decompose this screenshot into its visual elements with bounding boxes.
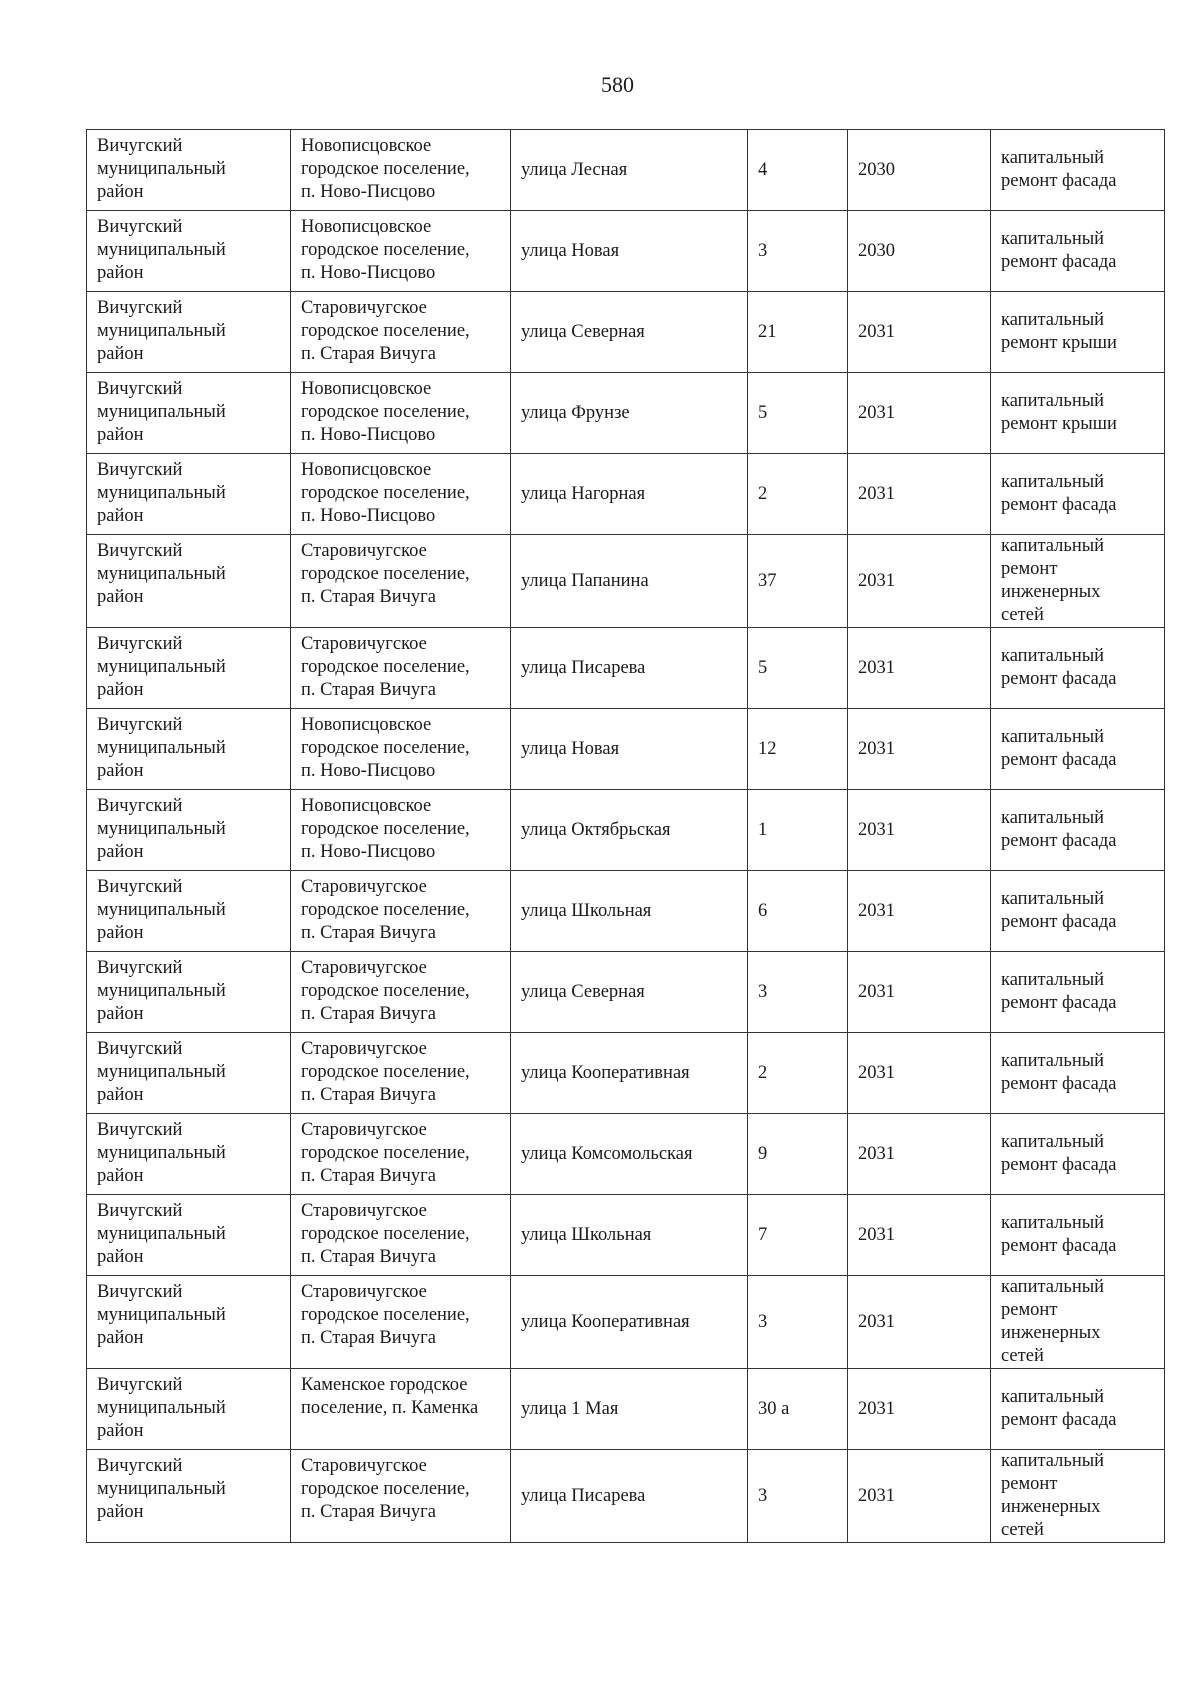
settlement-cell-line: п. Старая Вичуга xyxy=(301,587,436,607)
district-cell-line: Вичугский xyxy=(97,136,183,156)
district-cell-line: Вичугский xyxy=(97,958,183,978)
district-cell-line: муниципальный xyxy=(97,1479,226,1499)
district-cell-line: район xyxy=(97,680,144,700)
district-cell-line: муниципальный xyxy=(97,321,226,341)
table-row xyxy=(87,790,1165,871)
house-number-cell: 1 xyxy=(748,790,848,871)
work-type-cell-line: капитальный xyxy=(1001,970,1105,990)
district-cell-line: муниципальный xyxy=(97,1062,226,1082)
work-type-cell-line: ремонт фасада xyxy=(1001,252,1117,272)
district-cell-line: муниципальный xyxy=(97,159,226,179)
work-type-cell-line: инженерных xyxy=(1001,582,1101,602)
settlement-cell-line: Каменское городское xyxy=(301,1375,468,1395)
work-type-cell-line: инженерных xyxy=(1001,1323,1101,1343)
district-cell-line: район xyxy=(97,1085,144,1105)
work-type-cell-line: ремонт фасада xyxy=(1001,1074,1117,1094)
district-cell-line: Вичугский xyxy=(97,796,183,816)
district-cell-line: район xyxy=(97,587,144,607)
settlement-cell-line: Новописцовское xyxy=(301,217,432,237)
house-number-cell: 3 xyxy=(748,1450,848,1543)
district-cell xyxy=(87,709,291,790)
house-number-cell: 5 xyxy=(748,628,848,709)
house-number-cell: 6 xyxy=(748,871,848,952)
settlement-cell-line: п. Ново-Писцово xyxy=(301,182,436,202)
work-type-cell xyxy=(991,790,1165,871)
settlement-cell-line: Новописцовское xyxy=(301,379,432,399)
year-cell: 2031 xyxy=(848,1369,991,1450)
settlement-cell-line: Новописцовское xyxy=(301,136,432,156)
year-cell: 2031 xyxy=(848,1114,991,1195)
district-cell-line: муниципальный xyxy=(97,981,226,1001)
settlement-cell-line: Старовичугское xyxy=(301,1201,427,1221)
district-cell xyxy=(87,1369,291,1450)
settlement-cell xyxy=(291,628,511,709)
district-cell xyxy=(87,1114,291,1195)
settlement-cell-line: городское поселение, xyxy=(301,1143,470,1163)
house-number-cell: 5 xyxy=(748,373,848,454)
settlement-cell-line: п. Старая Вичуга xyxy=(301,1004,436,1024)
work-type-cell-line: ремонт фасада xyxy=(1001,912,1117,932)
year-cell: 2031 xyxy=(848,628,991,709)
street-cell: улица Северная xyxy=(511,292,748,373)
work-type-cell xyxy=(991,211,1165,292)
district-cell-line: муниципальный xyxy=(97,657,226,677)
work-type-cell xyxy=(991,1195,1165,1276)
work-type-cell xyxy=(991,292,1165,373)
street-cell: улица Новая xyxy=(511,709,748,790)
district-cell xyxy=(87,292,291,373)
district-cell-line: муниципальный xyxy=(97,1224,226,1244)
district-cell-line: Вичугский xyxy=(97,379,183,399)
work-type-cell-line: ремонт фасада xyxy=(1001,1236,1117,1256)
street-cell: улица Школьная xyxy=(511,871,748,952)
district-cell xyxy=(87,952,291,1033)
house-number-cell: 30 а xyxy=(748,1369,848,1450)
district-cell-line: Вичугский xyxy=(97,1375,183,1395)
district-cell-line: район xyxy=(97,1328,144,1348)
district-cell-line: район xyxy=(97,1004,144,1024)
settlement-cell-line: п. Ново-Писцово xyxy=(301,263,436,283)
house-number-cell: 37 xyxy=(748,535,848,628)
street-cell: улица Папанина xyxy=(511,535,748,628)
street-cell: улица 1 Мая xyxy=(511,1369,748,1450)
settlement-cell-line: п. Ново-Писцово xyxy=(301,506,436,526)
house-number-cell: 4 xyxy=(748,130,848,211)
work-type-cell-line: капитальный xyxy=(1001,1277,1105,1297)
settlement-cell-line: городское поселение, xyxy=(301,900,470,920)
work-type-cell-line: ремонт фасада xyxy=(1001,993,1117,1013)
settlement-cell-line: Новописцовское xyxy=(301,796,432,816)
settlement-cell-line: п. Старая Вичуга xyxy=(301,344,436,364)
district-cell xyxy=(87,871,291,952)
table-row xyxy=(87,1369,1165,1450)
district-cell-line: Вичугский xyxy=(97,1456,183,1476)
work-type-cell-line: ремонт xyxy=(1001,1474,1058,1494)
settlement-cell xyxy=(291,1114,511,1195)
street-cell: улица Октябрьская xyxy=(511,790,748,871)
year-cell: 2031 xyxy=(848,871,991,952)
work-type-cell-line: капитальный xyxy=(1001,1132,1105,1152)
settlement-cell-line: городское поселение, xyxy=(301,657,470,677)
district-cell-line: район xyxy=(97,1502,144,1522)
work-type-cell-line: сетей xyxy=(1001,1520,1044,1540)
settlement-cell-line: Старовичугское xyxy=(301,1282,427,1302)
settlement-cell-line: Новописцовское xyxy=(301,715,432,735)
table-row xyxy=(87,373,1165,454)
district-cell-line: муниципальный xyxy=(97,819,226,839)
district-cell-line: район xyxy=(97,1247,144,1267)
year-cell: 2031 xyxy=(848,373,991,454)
street-cell: улица Школьная xyxy=(511,1195,748,1276)
street-cell: улица Северная xyxy=(511,952,748,1033)
settlement-cell-line: Старовичугское xyxy=(301,1039,427,1059)
settlement-cell xyxy=(291,871,511,952)
district-cell-line: муниципальный xyxy=(97,564,226,584)
district-cell-line: район xyxy=(97,182,144,202)
street-cell: улица Фрунзе xyxy=(511,373,748,454)
page-number: 580 xyxy=(601,72,634,97)
district-cell-line: муниципальный xyxy=(97,1143,226,1163)
settlement-cell-line: п. Старая Вичуга xyxy=(301,680,436,700)
district-cell xyxy=(87,130,291,211)
house-number-cell: 3 xyxy=(748,1276,848,1369)
table-row xyxy=(87,535,1165,628)
settlement-cell-line: Старовичугское xyxy=(301,634,427,654)
district-cell-line: Вичугский xyxy=(97,460,183,480)
district-cell xyxy=(87,535,291,628)
district-cell-line: муниципальный xyxy=(97,240,226,260)
settlement-cell-line: п. Ново-Писцово xyxy=(301,425,436,445)
settlement-cell-line: п. Старая Вичуга xyxy=(301,1328,436,1348)
work-type-cell-line: ремонт фасада xyxy=(1001,1410,1117,1430)
house-number-cell: 12 xyxy=(748,709,848,790)
settlement-cell-line: городское поселение, xyxy=(301,240,470,260)
settlement-cell-line: городское поселение, xyxy=(301,564,470,584)
settlement-cell xyxy=(291,790,511,871)
district-cell xyxy=(87,1033,291,1114)
settlement-cell xyxy=(291,454,511,535)
work-type-cell-line: капитальный xyxy=(1001,646,1105,666)
district-cell-line: муниципальный xyxy=(97,402,226,422)
house-number-cell: 3 xyxy=(748,952,848,1033)
house-number-cell: 9 xyxy=(748,1114,848,1195)
district-cell xyxy=(87,373,291,454)
table-row xyxy=(87,454,1165,535)
settlement-cell-line: городское поселение, xyxy=(301,1062,470,1082)
district-cell-line: район xyxy=(97,761,144,781)
district-cell-line: Вичугский xyxy=(97,1201,183,1221)
district-cell-line: муниципальный xyxy=(97,1398,226,1418)
work-type-cell xyxy=(991,454,1165,535)
district-cell-line: муниципальный xyxy=(97,1305,226,1325)
district-cell-line: район xyxy=(97,263,144,283)
year-cell: 2031 xyxy=(848,454,991,535)
work-type-cell-line: ремонт фасада xyxy=(1001,1155,1117,1175)
work-type-cell xyxy=(991,535,1165,628)
table-row xyxy=(87,292,1165,373)
work-type-cell-line: ремонт xyxy=(1001,1300,1058,1320)
street-cell: улица Кооперативная xyxy=(511,1033,748,1114)
work-type-cell-line: ремонт фасада xyxy=(1001,171,1117,191)
work-type-cell-line: сетей xyxy=(1001,1346,1044,1366)
house-number-cell: 3 xyxy=(748,211,848,292)
work-type-cell-line: ремонт фасада xyxy=(1001,495,1117,515)
settlement-cell-line: Старовичугское xyxy=(301,1456,427,1476)
settlement-cell-line: Старовичугское xyxy=(301,958,427,978)
year-cell: 2031 xyxy=(848,1276,991,1369)
repair-schedule-table xyxy=(86,129,1165,1543)
settlement-cell-line: п. Старая Вичуга xyxy=(301,1166,436,1186)
work-type-cell xyxy=(991,1033,1165,1114)
district-cell xyxy=(87,628,291,709)
year-cell: 2030 xyxy=(848,130,991,211)
table-row xyxy=(87,871,1165,952)
district-cell xyxy=(87,790,291,871)
district-cell-line: район xyxy=(97,344,144,364)
table-row xyxy=(87,628,1165,709)
table-row xyxy=(87,1114,1165,1195)
settlement-cell xyxy=(291,1276,511,1369)
settlement-cell-line: поселение, п. Каменка xyxy=(301,1398,479,1418)
district-cell-line: Вичугский xyxy=(97,541,183,561)
work-type-cell xyxy=(991,1369,1165,1450)
table-row xyxy=(87,1195,1165,1276)
settlement-cell-line: Старовичугское xyxy=(301,877,427,897)
street-cell: улица Новая xyxy=(511,211,748,292)
settlement-cell-line: городское поселение, xyxy=(301,159,470,179)
table-row xyxy=(87,130,1165,211)
work-type-cell-line: капитальный xyxy=(1001,472,1105,492)
street-cell: улица Комсомольская xyxy=(511,1114,748,1195)
district-cell-line: муниципальный xyxy=(97,738,226,758)
work-type-cell-line: капитальный xyxy=(1001,391,1105,411)
district-cell-line: район xyxy=(97,425,144,445)
house-number-cell: 7 xyxy=(748,1195,848,1276)
work-type-cell-line: капитальный xyxy=(1001,1051,1105,1071)
settlement-cell xyxy=(291,211,511,292)
district-cell-line: Вичугский xyxy=(97,877,183,897)
table-row xyxy=(87,1033,1165,1114)
district-cell-line: муниципальный xyxy=(97,900,226,920)
district-cell xyxy=(87,1450,291,1543)
year-cell: 2030 xyxy=(848,211,991,292)
work-type-cell xyxy=(991,628,1165,709)
table-row xyxy=(87,709,1165,790)
settlement-cell-line: городское поселение, xyxy=(301,1305,470,1325)
settlement-cell-line: п. Ново-Писцово xyxy=(301,761,436,781)
work-type-cell-line: капитальный xyxy=(1001,229,1105,249)
district-cell-line: район xyxy=(97,506,144,526)
work-type-cell-line: капитальный xyxy=(1001,808,1105,828)
settlement-cell xyxy=(291,709,511,790)
work-type-cell xyxy=(991,373,1165,454)
year-cell: 2031 xyxy=(848,1195,991,1276)
settlement-cell-line: Старовичугское xyxy=(301,541,427,561)
work-type-cell-line: капитальный xyxy=(1001,889,1105,909)
year-cell: 2031 xyxy=(848,790,991,871)
settlement-cell-line: городское поселение, xyxy=(301,1479,470,1499)
settlement-cell-line: городское поселение, xyxy=(301,819,470,839)
settlement-cell-line: городское поселение, xyxy=(301,402,470,422)
work-type-cell-line: инженерных xyxy=(1001,1497,1101,1517)
settlement-cell-line: городское поселение, xyxy=(301,1224,470,1244)
work-type-cell xyxy=(991,130,1165,211)
table-row xyxy=(87,1276,1165,1369)
district-cell-line: Вичугский xyxy=(97,217,183,237)
settlement-cell xyxy=(291,535,511,628)
settlement-cell-line: п. Старая Вичуга xyxy=(301,1085,436,1105)
work-type-cell xyxy=(991,1450,1165,1543)
work-type-cell-line: капитальный xyxy=(1001,1213,1105,1233)
district-cell-line: район xyxy=(97,1166,144,1186)
settlement-cell-line: п. Старая Вичуга xyxy=(301,1247,436,1267)
district-cell-line: Вичугский xyxy=(97,634,183,654)
settlement-cell xyxy=(291,292,511,373)
table-row xyxy=(87,1450,1165,1543)
work-type-cell-line: ремонт фасада xyxy=(1001,750,1117,770)
settlement-cell xyxy=(291,1369,511,1450)
district-cell xyxy=(87,1276,291,1369)
district-cell xyxy=(87,454,291,535)
settlement-cell-line: Новописцовское xyxy=(301,460,432,480)
street-cell: улица Лесная xyxy=(511,130,748,211)
work-type-cell-line: ремонт фасада xyxy=(1001,669,1117,689)
district-cell-line: Вичугский xyxy=(97,1120,183,1140)
table-row xyxy=(87,952,1165,1033)
work-type-cell-line: капитальный xyxy=(1001,727,1105,747)
work-type-cell-line: капитальный xyxy=(1001,536,1105,556)
settlement-cell xyxy=(291,1195,511,1276)
district-cell-line: Вичугский xyxy=(97,1282,183,1302)
settlement-cell xyxy=(291,1033,511,1114)
settlement-cell-line: п. Старая Вичуга xyxy=(301,923,436,943)
district-cell xyxy=(87,1195,291,1276)
work-type-cell-line: ремонт фасада xyxy=(1001,831,1117,851)
work-type-cell xyxy=(991,1276,1165,1369)
work-type-cell xyxy=(991,709,1165,790)
settlement-cell-line: Старовичугское xyxy=(301,1120,427,1140)
work-type-cell-line: капитальный xyxy=(1001,1387,1105,1407)
house-number-cell: 21 xyxy=(748,292,848,373)
settlement-cell xyxy=(291,373,511,454)
year-cell: 2031 xyxy=(848,1450,991,1543)
work-type-cell-line: сетей xyxy=(1001,605,1044,625)
work-type-cell xyxy=(991,952,1165,1033)
work-type-cell-line: капитальный xyxy=(1001,1451,1105,1471)
work-type-cell-line: капитальный xyxy=(1001,148,1105,168)
street-cell: улица Кооперативная xyxy=(511,1276,748,1369)
district-cell-line: муниципальный xyxy=(97,483,226,503)
settlement-cell-line: городское поселение, xyxy=(301,738,470,758)
house-number-cell: 2 xyxy=(748,454,848,535)
district-cell-line: район xyxy=(97,1421,144,1441)
year-cell: 2031 xyxy=(848,952,991,1033)
work-type-cell xyxy=(991,1114,1165,1195)
year-cell: 2031 xyxy=(848,709,991,790)
year-cell: 2031 xyxy=(848,1033,991,1114)
work-type-cell-line: ремонт крыши xyxy=(1001,414,1117,434)
district-cell xyxy=(87,211,291,292)
settlement-cell xyxy=(291,130,511,211)
district-cell-line: Вичугский xyxy=(97,298,183,318)
table-body xyxy=(87,130,1165,1543)
table-row xyxy=(87,211,1165,292)
settlement-cell-line: п. Старая Вичуга xyxy=(301,1502,436,1522)
work-type-cell-line: ремонт крыши xyxy=(1001,333,1117,353)
settlement-cell-line: п. Ново-Писцово xyxy=(301,842,436,862)
work-type-cell xyxy=(991,871,1165,952)
district-cell-line: район xyxy=(97,842,144,862)
district-cell-line: Вичугский xyxy=(97,715,183,735)
street-cell: улица Писарева xyxy=(511,1450,748,1543)
district-cell-line: район xyxy=(97,923,144,943)
work-type-cell-line: ремонт xyxy=(1001,559,1058,579)
settlement-cell xyxy=(291,952,511,1033)
year-cell: 2031 xyxy=(848,535,991,628)
street-cell: улица Нагорная xyxy=(511,454,748,535)
settlement-cell-line: городское поселение, xyxy=(301,483,470,503)
district-cell-line: Вичугский xyxy=(97,1039,183,1059)
work-type-cell-line: капитальный xyxy=(1001,310,1105,330)
settlement-cell-line: городское поселение, xyxy=(301,981,470,1001)
settlement-cell-line: городское поселение, xyxy=(301,321,470,341)
settlement-cell-line: Старовичугское xyxy=(301,298,427,318)
house-number-cell: 2 xyxy=(748,1033,848,1114)
settlement-cell xyxy=(291,1450,511,1543)
street-cell: улица Писарева xyxy=(511,628,748,709)
year-cell: 2031 xyxy=(848,292,991,373)
